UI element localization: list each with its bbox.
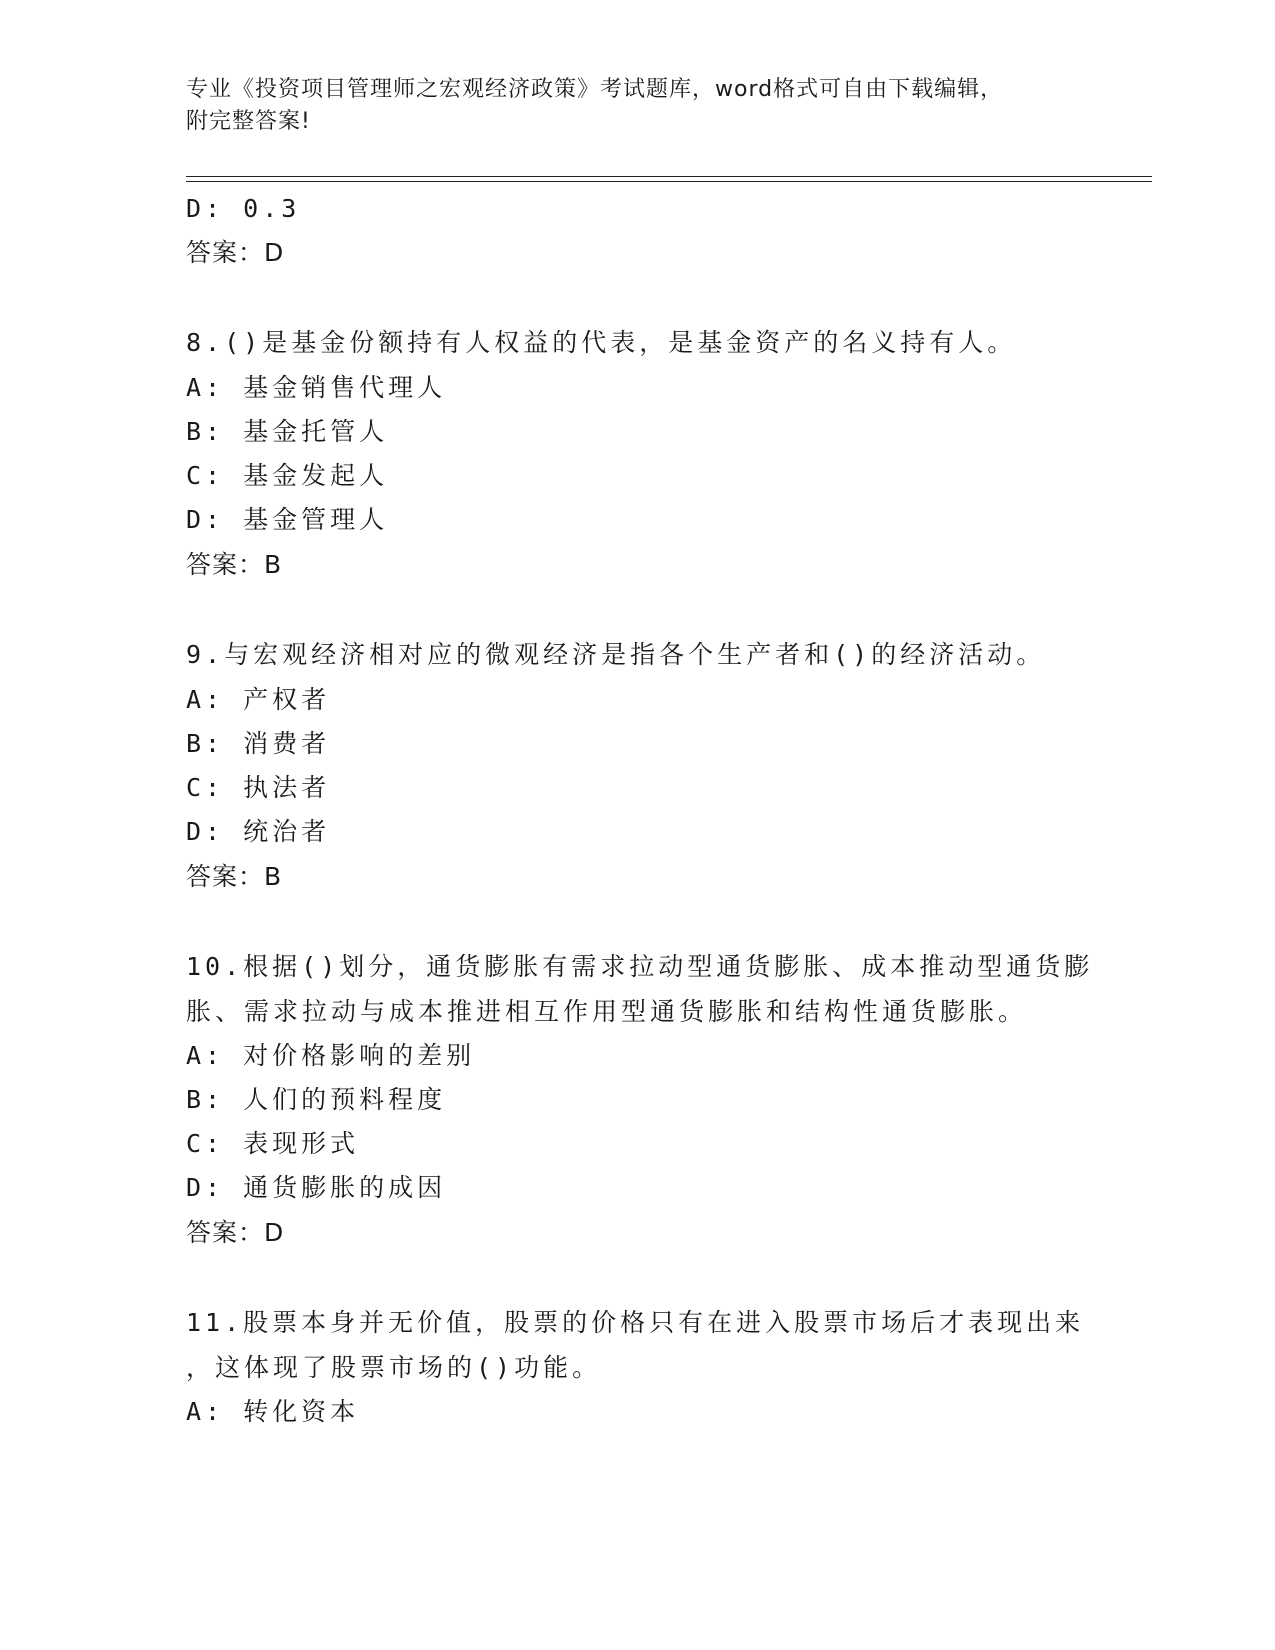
page-header (186, 74, 1086, 138)
header-divider-top (186, 176, 1152, 177)
question-10-cont: 胀、需求拉动与成本推进相互作用型通货膨胀和结构性通货膨胀。 (186, 997, 1028, 1026)
option-a: A: 产权者 (186, 685, 331, 714)
header-line-2: 附完整答案! (186, 109, 311, 134)
option-b: B: 人们的预料程度 (186, 1085, 447, 1114)
option-c: C: 基金发起人 (186, 461, 389, 490)
question-11: 11.股票本身并无价值，股票的价格只有在进入股票市场后才表现出来 (186, 1308, 1085, 1337)
answer-line: 答案：D (186, 1218, 285, 1247)
option-a: A: 转化资本 (186, 1397, 360, 1426)
answer-line: 答案：B (186, 862, 283, 891)
question-11-cont: ，这体现了股票市场的()功能。 (186, 1353, 602, 1382)
option-b: B: 基金托管人 (186, 417, 389, 446)
question-10: 10.根据()划分，通货膨胀有需求拉动型通货膨胀、成本推动型通货膨 (186, 952, 1094, 981)
option-a: A: 对价格影响的差别 (186, 1041, 476, 1070)
option-a: A: 基金销售代理人 (186, 373, 447, 402)
option-d: D: 统治者 (186, 817, 331, 846)
question-9: 9.与宏观经济相对应的微观经济是指各个生产者和()的经济活动。 (186, 640, 1046, 669)
answer-line: 答案：D (186, 238, 285, 267)
option-c: C: 表现形式 (186, 1129, 360, 1158)
header-line-1: 专业《投资项目管理师之宏观经济政策》考试题库，word格式可自由下载编辑， (186, 77, 1004, 102)
option-d: D: 0.3 (186, 194, 301, 223)
option-d: D: 基金管理人 (186, 505, 389, 534)
option-b: B: 消费者 (186, 729, 331, 758)
option-c: C: 执法者 (186, 773, 331, 802)
question-8: 8.()是基金份额持有人权益的代表，是基金资产的名义持有人。 (186, 328, 1017, 357)
option-d: D: 通货膨胀的成因 (186, 1173, 447, 1202)
answer-line: 答案：B (186, 550, 283, 579)
header-divider-bottom (186, 181, 1152, 182)
